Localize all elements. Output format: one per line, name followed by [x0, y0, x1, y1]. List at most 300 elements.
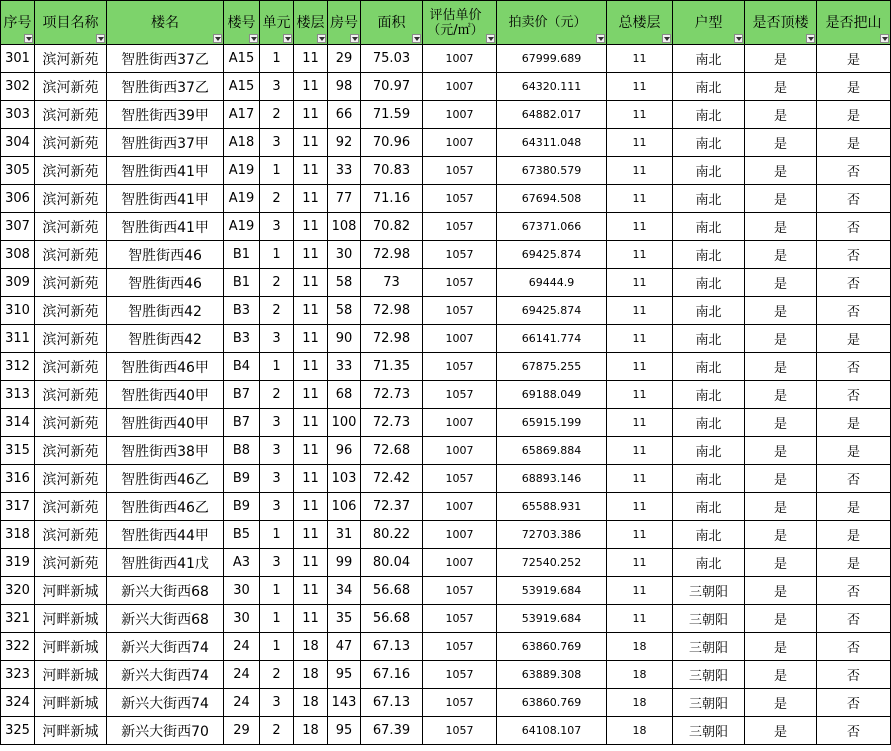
cell-building[interactable]: 智胜街西46甲	[107, 353, 224, 381]
filter-dropdown-icon[interactable]	[283, 34, 292, 43]
cell-building[interactable]: 智胜街西40甲	[107, 409, 224, 437]
cell-project[interactable]: 滨河新苑	[35, 325, 107, 353]
cell-totalfloors[interactable]: 18	[607, 661, 673, 689]
cell-bldno[interactable]: B3	[224, 325, 260, 353]
cell-gable[interactable]: 否	[817, 213, 891, 241]
cell-area[interactable]: 72.98	[361, 297, 423, 325]
cell-auction[interactable]: 64108.107	[497, 717, 607, 745]
cell-totalfloors[interactable]: 11	[607, 549, 673, 577]
cell-area[interactable]: 75.03	[361, 45, 423, 73]
cell-auction[interactable]: 69444.9	[497, 269, 607, 297]
cell-gable[interactable]: 否	[817, 185, 891, 213]
cell-area[interactable]: 80.22	[361, 521, 423, 549]
cell-totalfloors[interactable]: 11	[607, 577, 673, 605]
cell-top[interactable]: 是	[745, 157, 817, 185]
cell-auction[interactable]: 69425.874	[497, 241, 607, 269]
cell-auction[interactable]: 67875.255	[497, 353, 607, 381]
cell-unit[interactable]: 1	[260, 605, 294, 633]
cell-type[interactable]: 南北	[673, 157, 745, 185]
cell-bldno[interactable]: 29	[224, 717, 260, 745]
cell-totalfloors[interactable]: 11	[607, 45, 673, 73]
cell-unit[interactable]: 3	[260, 549, 294, 577]
cell-unitprice[interactable]: 1007	[423, 129, 497, 157]
cell-unit[interactable]: 3	[260, 437, 294, 465]
cell-room[interactable]: 108	[328, 213, 361, 241]
cell-room[interactable]: 95	[328, 717, 361, 745]
cell-gable[interactable]: 否	[817, 353, 891, 381]
cell-type[interactable]: 南北	[673, 549, 745, 577]
cell-unitprice[interactable]: 1007	[423, 45, 497, 73]
cell-project[interactable]: 滨河新苑	[35, 185, 107, 213]
cell-unit[interactable]: 1	[260, 633, 294, 661]
cell-seq[interactable]: 320	[1, 577, 35, 605]
cell-project[interactable]: 滨河新苑	[35, 493, 107, 521]
cell-building[interactable]: 智胜街西37甲	[107, 129, 224, 157]
cell-top[interactable]: 是	[745, 213, 817, 241]
cell-room[interactable]: 58	[328, 297, 361, 325]
cell-type[interactable]: 南北	[673, 45, 745, 73]
cell-bldno[interactable]: B7	[224, 381, 260, 409]
cell-gable[interactable]: 否	[817, 661, 891, 689]
cell-room[interactable]: 98	[328, 73, 361, 101]
cell-unit[interactable]: 2	[260, 101, 294, 129]
cell-totalfloors[interactable]: 11	[607, 409, 673, 437]
cell-unitprice[interactable]: 1007	[423, 409, 497, 437]
cell-type[interactable]: 南北	[673, 73, 745, 101]
cell-top[interactable]: 是	[745, 605, 817, 633]
cell-floor[interactable]: 11	[294, 297, 328, 325]
cell-seq[interactable]: 303	[1, 101, 35, 129]
cell-project[interactable]: 滨河新苑	[35, 465, 107, 493]
cell-bldno[interactable]: B1	[224, 241, 260, 269]
cell-auction[interactable]: 66141.774	[497, 325, 607, 353]
cell-floor[interactable]: 18	[294, 717, 328, 745]
column-header-bldno[interactable]	[224, 1, 260, 45]
cell-top[interactable]: 是	[745, 717, 817, 745]
cell-totalfloors[interactable]: 11	[607, 521, 673, 549]
cell-floor[interactable]: 11	[294, 129, 328, 157]
cell-room[interactable]: 96	[328, 437, 361, 465]
cell-gable[interactable]: 否	[817, 157, 891, 185]
cell-floor[interactable]: 11	[294, 521, 328, 549]
cell-type[interactable]: 南北	[673, 241, 745, 269]
cell-type[interactable]: 三朝阳	[673, 633, 745, 661]
cell-type[interactable]: 南北	[673, 101, 745, 129]
cell-unit[interactable]: 3	[260, 493, 294, 521]
cell-top[interactable]: 是	[745, 129, 817, 157]
cell-bldno[interactable]: B1	[224, 269, 260, 297]
cell-gable[interactable]: 否	[817, 633, 891, 661]
cell-bldno[interactable]: B9	[224, 465, 260, 493]
filter-dropdown-icon[interactable]	[880, 34, 889, 43]
cell-unitprice[interactable]: 1057	[423, 465, 497, 493]
cell-gable[interactable]: 是	[817, 45, 891, 73]
cell-top[interactable]: 是	[745, 45, 817, 73]
cell-floor[interactable]: 11	[294, 185, 328, 213]
cell-top[interactable]: 是	[745, 689, 817, 717]
cell-top[interactable]: 是	[745, 661, 817, 689]
cell-type[interactable]: 南北	[673, 381, 745, 409]
cell-type[interactable]: 南北	[673, 465, 745, 493]
cell-auction[interactable]: 63860.769	[497, 633, 607, 661]
cell-floor[interactable]: 11	[294, 549, 328, 577]
cell-unit[interactable]: 1	[260, 577, 294, 605]
column-header-room[interactable]	[328, 1, 361, 45]
cell-building[interactable]: 智胜街西46乙	[107, 493, 224, 521]
cell-totalfloors[interactable]: 11	[607, 241, 673, 269]
cell-bldno[interactable]: B7	[224, 409, 260, 437]
cell-floor[interactable]: 11	[294, 437, 328, 465]
cell-project[interactable]: 滨河新苑	[35, 73, 107, 101]
cell-unit[interactable]: 2	[260, 661, 294, 689]
cell-seq[interactable]: 312	[1, 353, 35, 381]
cell-auction[interactable]: 65588.931	[497, 493, 607, 521]
cell-area[interactable]: 56.68	[361, 605, 423, 633]
cell-unitprice[interactable]: 1057	[423, 689, 497, 717]
cell-building[interactable]: 智胜街西37乙	[107, 73, 224, 101]
cell-room[interactable]: 77	[328, 185, 361, 213]
filter-dropdown-icon[interactable]	[486, 34, 495, 43]
cell-seq[interactable]: 317	[1, 493, 35, 521]
column-header-totalfloors[interactable]	[607, 1, 673, 45]
cell-area[interactable]: 67.16	[361, 661, 423, 689]
cell-type[interactable]: 南北	[673, 493, 745, 521]
cell-top[interactable]: 是	[745, 633, 817, 661]
cell-project[interactable]: 滨河新苑	[35, 521, 107, 549]
column-header-project[interactable]	[35, 1, 107, 45]
cell-building[interactable]: 新兴大街西74	[107, 661, 224, 689]
cell-unit[interactable]: 1	[260, 45, 294, 73]
cell-auction[interactable]: 67380.579	[497, 157, 607, 185]
cell-building[interactable]: 智胜街西41甲	[107, 213, 224, 241]
cell-bldno[interactable]: 24	[224, 661, 260, 689]
cell-top[interactable]: 是	[745, 465, 817, 493]
cell-floor[interactable]: 11	[294, 465, 328, 493]
cell-top[interactable]: 是	[745, 325, 817, 353]
cell-type[interactable]: 三朝阳	[673, 605, 745, 633]
cell-type[interactable]: 南北	[673, 185, 745, 213]
cell-floor[interactable]: 11	[294, 45, 328, 73]
cell-auction[interactable]: 65915.199	[497, 409, 607, 437]
cell-seq[interactable]: 309	[1, 269, 35, 297]
cell-seq[interactable]: 321	[1, 605, 35, 633]
cell-project[interactable]: 滨河新苑	[35, 409, 107, 437]
cell-seq[interactable]: 313	[1, 381, 35, 409]
cell-room[interactable]: 143	[328, 689, 361, 717]
filter-dropdown-icon[interactable]	[596, 34, 605, 43]
cell-room[interactable]: 29	[328, 45, 361, 73]
cell-gable[interactable]: 否	[817, 269, 891, 297]
cell-unit[interactable]: 2	[260, 269, 294, 297]
cell-gable[interactable]: 是	[817, 493, 891, 521]
cell-top[interactable]: 是	[745, 297, 817, 325]
column-header-auction[interactable]	[497, 1, 607, 45]
cell-unitprice[interactable]: 1007	[423, 493, 497, 521]
cell-auction[interactable]: 69188.049	[497, 381, 607, 409]
cell-totalfloors[interactable]: 11	[607, 465, 673, 493]
column-header-top[interactable]	[745, 1, 817, 45]
cell-unitprice[interactable]: 1057	[423, 381, 497, 409]
cell-floor[interactable]: 11	[294, 157, 328, 185]
cell-seq[interactable]: 322	[1, 633, 35, 661]
column-header-unit[interactable]	[260, 1, 294, 45]
cell-room[interactable]: 31	[328, 521, 361, 549]
cell-unitprice[interactable]: 1057	[423, 213, 497, 241]
cell-type[interactable]: 南北	[673, 297, 745, 325]
cell-seq[interactable]: 316	[1, 465, 35, 493]
cell-top[interactable]: 是	[745, 353, 817, 381]
cell-area[interactable]: 67.39	[361, 717, 423, 745]
cell-unit[interactable]: 3	[260, 73, 294, 101]
cell-area[interactable]: 56.68	[361, 577, 423, 605]
cell-seq[interactable]: 318	[1, 521, 35, 549]
cell-totalfloors[interactable]: 11	[607, 493, 673, 521]
cell-auction[interactable]: 67999.689	[497, 45, 607, 73]
cell-gable[interactable]: 是	[817, 73, 891, 101]
cell-floor[interactable]: 11	[294, 493, 328, 521]
cell-gable[interactable]: 否	[817, 577, 891, 605]
cell-floor[interactable]: 11	[294, 325, 328, 353]
cell-top[interactable]: 是	[745, 241, 817, 269]
cell-unitprice[interactable]: 1057	[423, 661, 497, 689]
cell-project[interactable]: 滨河新苑	[35, 549, 107, 577]
cell-type[interactable]: 南北	[673, 269, 745, 297]
cell-gable[interactable]: 否	[817, 381, 891, 409]
cell-auction[interactable]: 72703.386	[497, 521, 607, 549]
cell-gable[interactable]: 是	[817, 325, 891, 353]
cell-auction[interactable]: 53919.684	[497, 605, 607, 633]
cell-area[interactable]: 72.98	[361, 325, 423, 353]
cell-type[interactable]: 南北	[673, 129, 745, 157]
cell-seq[interactable]: 310	[1, 297, 35, 325]
cell-building[interactable]: 智胜街西38甲	[107, 437, 224, 465]
column-header-unitprice[interactable]	[423, 1, 497, 45]
cell-area[interactable]: 72.37	[361, 493, 423, 521]
cell-unitprice[interactable]: 1057	[423, 269, 497, 297]
cell-auction[interactable]: 68893.146	[497, 465, 607, 493]
cell-project[interactable]: 河畔新城	[35, 577, 107, 605]
cell-room[interactable]: 95	[328, 661, 361, 689]
cell-unitprice[interactable]: 1057	[423, 577, 497, 605]
column-header-seq[interactable]	[1, 1, 35, 45]
cell-floor[interactable]: 18	[294, 633, 328, 661]
cell-unitprice[interactable]: 1007	[423, 73, 497, 101]
cell-project[interactable]: 滨河新苑	[35, 381, 107, 409]
cell-totalfloors[interactable]: 11	[607, 381, 673, 409]
cell-seq[interactable]: 307	[1, 213, 35, 241]
cell-area[interactable]: 72.73	[361, 409, 423, 437]
cell-unit[interactable]: 3	[260, 409, 294, 437]
cell-unitprice[interactable]: 1007	[423, 437, 497, 465]
cell-area[interactable]: 80.04	[361, 549, 423, 577]
cell-area[interactable]: 73	[361, 269, 423, 297]
cell-seq[interactable]: 311	[1, 325, 35, 353]
cell-room[interactable]: 30	[328, 241, 361, 269]
cell-seq[interactable]: 315	[1, 437, 35, 465]
cell-area[interactable]: 67.13	[361, 689, 423, 717]
cell-room[interactable]: 92	[328, 129, 361, 157]
cell-building[interactable]: 智胜街西40甲	[107, 381, 224, 409]
cell-floor[interactable]: 11	[294, 73, 328, 101]
filter-dropdown-icon[interactable]	[412, 34, 421, 43]
cell-seq[interactable]: 323	[1, 661, 35, 689]
cell-totalfloors[interactable]: 18	[607, 689, 673, 717]
cell-room[interactable]: 100	[328, 409, 361, 437]
cell-gable[interactable]: 否	[817, 297, 891, 325]
cell-project[interactable]: 滨河新苑	[35, 101, 107, 129]
filter-dropdown-icon[interactable]	[317, 34, 326, 43]
cell-area[interactable]: 67.13	[361, 633, 423, 661]
filter-dropdown-icon[interactable]	[249, 34, 258, 43]
cell-unit[interactable]: 1	[260, 241, 294, 269]
cell-room[interactable]: 66	[328, 101, 361, 129]
filter-dropdown-icon[interactable]	[350, 34, 359, 43]
cell-room[interactable]: 68	[328, 381, 361, 409]
cell-unitprice[interactable]: 1057	[423, 353, 497, 381]
cell-bldno[interactable]: A19	[224, 185, 260, 213]
column-header-floor[interactable]	[294, 1, 328, 45]
cell-totalfloors[interactable]: 11	[607, 101, 673, 129]
cell-totalfloors[interactable]: 11	[607, 605, 673, 633]
column-header-building[interactable]	[107, 1, 224, 45]
cell-seq[interactable]: 305	[1, 157, 35, 185]
cell-project[interactable]: 滨河新苑	[35, 269, 107, 297]
cell-gable[interactable]: 否	[817, 689, 891, 717]
cell-unitprice[interactable]: 1057	[423, 185, 497, 213]
cell-room[interactable]: 35	[328, 605, 361, 633]
cell-seq[interactable]: 325	[1, 717, 35, 745]
cell-project[interactable]: 滨河新苑	[35, 213, 107, 241]
cell-project[interactable]: 滨河新苑	[35, 353, 107, 381]
cell-unit[interactable]: 3	[260, 129, 294, 157]
cell-area[interactable]: 70.97	[361, 73, 423, 101]
cell-floor[interactable]: 18	[294, 689, 328, 717]
cell-area[interactable]: 71.35	[361, 353, 423, 381]
cell-gable[interactable]: 否	[817, 241, 891, 269]
cell-totalfloors[interactable]: 11	[607, 297, 673, 325]
filter-dropdown-icon[interactable]	[213, 34, 222, 43]
cell-room[interactable]: 34	[328, 577, 361, 605]
cell-top[interactable]: 是	[745, 577, 817, 605]
cell-project[interactable]: 河畔新城	[35, 689, 107, 717]
cell-project[interactable]: 滨河新苑	[35, 129, 107, 157]
cell-bldno[interactable]: 30	[224, 605, 260, 633]
cell-building[interactable]: 智胜街西46	[107, 241, 224, 269]
cell-totalfloors[interactable]: 11	[607, 185, 673, 213]
cell-auction[interactable]: 67694.508	[497, 185, 607, 213]
cell-seq[interactable]: 308	[1, 241, 35, 269]
cell-project[interactable]: 河畔新城	[35, 633, 107, 661]
cell-bldno[interactable]: A17	[224, 101, 260, 129]
cell-top[interactable]: 是	[745, 521, 817, 549]
cell-project[interactable]: 河畔新城	[35, 661, 107, 689]
cell-building[interactable]: 智胜街西41甲	[107, 185, 224, 213]
cell-auction[interactable]: 69425.874	[497, 297, 607, 325]
cell-totalfloors[interactable]: 11	[607, 437, 673, 465]
cell-floor[interactable]: 11	[294, 353, 328, 381]
cell-top[interactable]: 是	[745, 73, 817, 101]
cell-unitprice[interactable]: 1057	[423, 297, 497, 325]
cell-unit[interactable]: 1	[260, 157, 294, 185]
cell-seq[interactable]: 306	[1, 185, 35, 213]
cell-seq[interactable]: 301	[1, 45, 35, 73]
cell-room[interactable]: 33	[328, 157, 361, 185]
cell-area[interactable]: 72.42	[361, 465, 423, 493]
filter-dropdown-icon[interactable]	[734, 34, 743, 43]
cell-floor[interactable]: 11	[294, 577, 328, 605]
cell-floor[interactable]: 11	[294, 381, 328, 409]
cell-gable[interactable]: 否	[817, 717, 891, 745]
cell-building[interactable]: 智胜街西39甲	[107, 101, 224, 129]
cell-room[interactable]: 103	[328, 465, 361, 493]
cell-gable[interactable]: 是	[817, 101, 891, 129]
cell-top[interactable]: 是	[745, 409, 817, 437]
filter-dropdown-icon[interactable]	[24, 34, 33, 43]
cell-totalfloors[interactable]: 11	[607, 353, 673, 381]
cell-type[interactable]: 三朝阳	[673, 577, 745, 605]
cell-building[interactable]: 智胜街西46	[107, 269, 224, 297]
cell-building[interactable]: 智胜街西42	[107, 325, 224, 353]
cell-top[interactable]: 是	[745, 549, 817, 577]
cell-gable[interactable]: 是	[817, 437, 891, 465]
cell-building[interactable]: 新兴大街西70	[107, 717, 224, 745]
cell-auction[interactable]: 65869.884	[497, 437, 607, 465]
cell-gable[interactable]: 否	[817, 465, 891, 493]
column-header-gable[interactable]	[817, 1, 891, 45]
cell-totalfloors[interactable]: 11	[607, 325, 673, 353]
cell-auction[interactable]: 63860.769	[497, 689, 607, 717]
cell-unit[interactable]: 2	[260, 381, 294, 409]
cell-totalfloors[interactable]: 11	[607, 129, 673, 157]
cell-bldno[interactable]: B4	[224, 353, 260, 381]
cell-project[interactable]: 滨河新苑	[35, 241, 107, 269]
cell-gable[interactable]: 是	[817, 549, 891, 577]
cell-unit[interactable]: 1	[260, 353, 294, 381]
filter-dropdown-icon[interactable]	[662, 34, 671, 43]
cell-building[interactable]: 智胜街西41甲	[107, 157, 224, 185]
cell-building[interactable]: 新兴大街西68	[107, 577, 224, 605]
cell-bldno[interactable]: A18	[224, 129, 260, 157]
cell-bldno[interactable]: B5	[224, 521, 260, 549]
cell-gable[interactable]: 是	[817, 521, 891, 549]
cell-unitprice[interactable]: 1007	[423, 549, 497, 577]
cell-bldno[interactable]: B3	[224, 297, 260, 325]
cell-room[interactable]: 58	[328, 269, 361, 297]
cell-totalfloors[interactable]: 11	[607, 269, 673, 297]
cell-seq[interactable]: 314	[1, 409, 35, 437]
cell-unit[interactable]: 1	[260, 521, 294, 549]
cell-auction[interactable]: 63889.308	[497, 661, 607, 689]
cell-project[interactable]: 河畔新城	[35, 717, 107, 745]
cell-unit[interactable]: 2	[260, 297, 294, 325]
cell-top[interactable]: 是	[745, 381, 817, 409]
cell-room[interactable]: 106	[328, 493, 361, 521]
filter-dropdown-icon[interactable]	[806, 34, 815, 43]
cell-bldno[interactable]: A15	[224, 45, 260, 73]
cell-building[interactable]: 新兴大街西74	[107, 633, 224, 661]
cell-area[interactable]: 70.82	[361, 213, 423, 241]
cell-floor[interactable]: 18	[294, 661, 328, 689]
cell-auction[interactable]: 64320.111	[497, 73, 607, 101]
cell-bldno[interactable]: B9	[224, 493, 260, 521]
cell-building[interactable]: 新兴大街西74	[107, 689, 224, 717]
cell-auction[interactable]: 53919.684	[497, 577, 607, 605]
cell-auction[interactable]: 64311.048	[497, 129, 607, 157]
cell-floor[interactable]: 11	[294, 241, 328, 269]
cell-floor[interactable]: 11	[294, 605, 328, 633]
cell-floor[interactable]: 11	[294, 269, 328, 297]
cell-area[interactable]: 71.59	[361, 101, 423, 129]
